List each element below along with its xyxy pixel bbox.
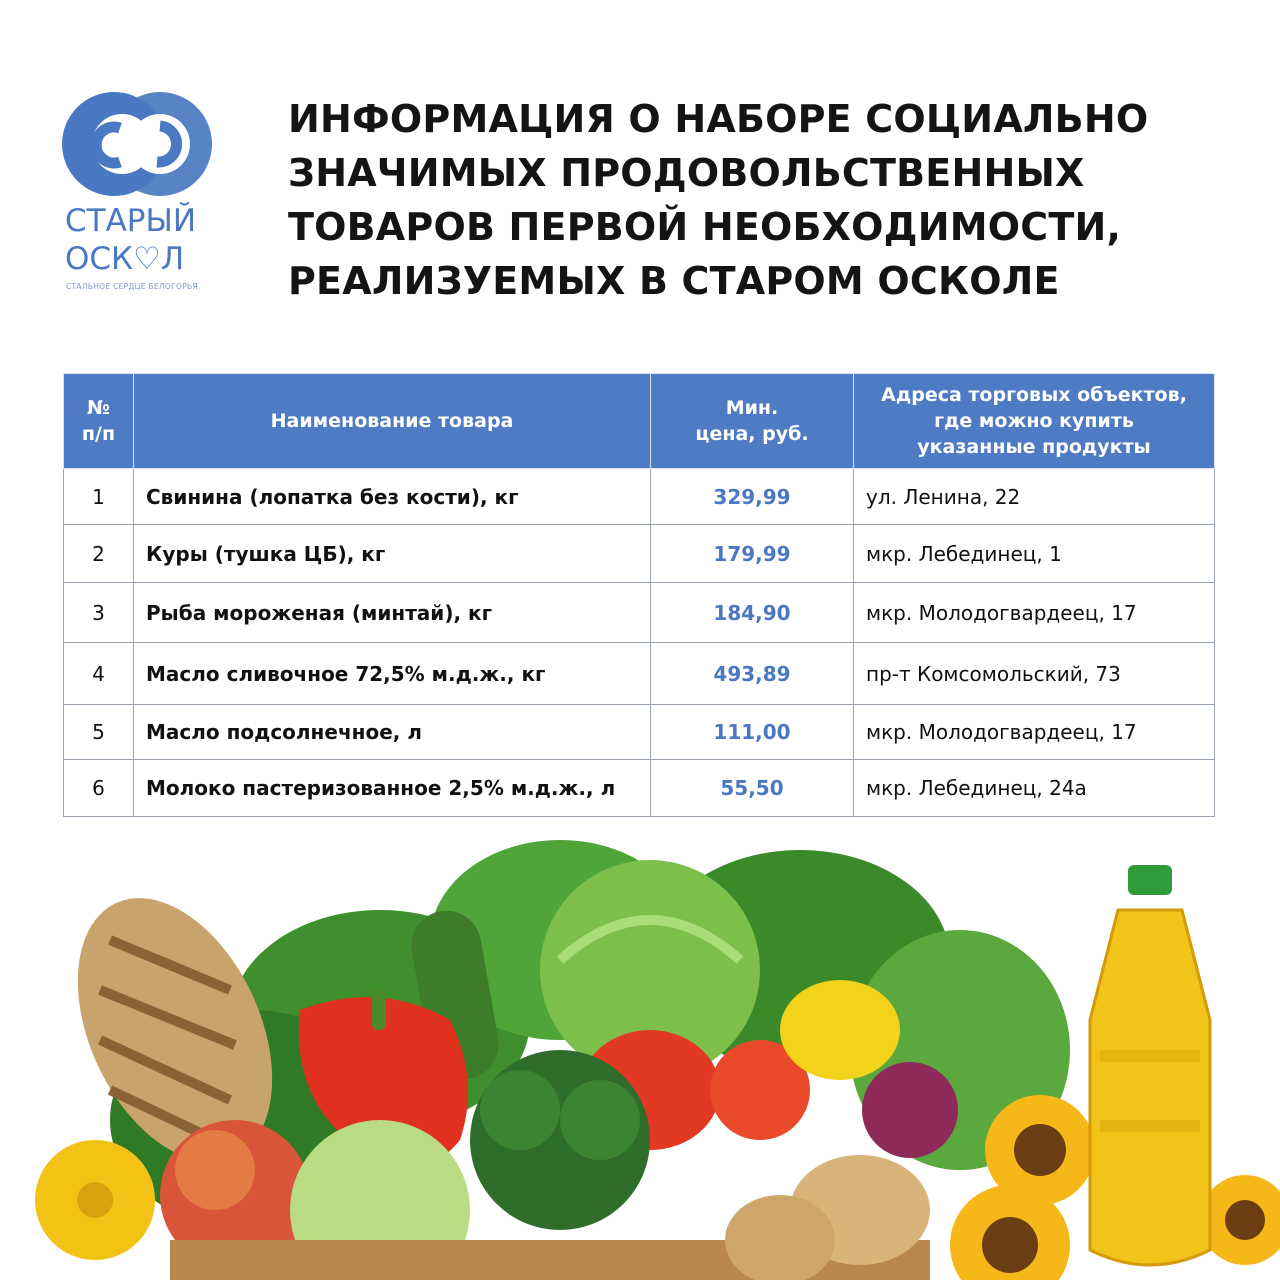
header-num: [64, 374, 134, 469]
table-row: [64, 760, 1215, 817]
logo-tagline: СТАЛЬНОЕ СЕРДЦЕ БЕЛОГОРЬЯ: [66, 282, 198, 291]
grocery-illustration: [0, 820, 1280, 1280]
table-row: [64, 643, 1215, 705]
row-num: 5: [64, 705, 134, 760]
table-row: [64, 525, 1215, 583]
header-address-line: указанные продукты: [917, 436, 1151, 458]
row-product-name: Масло подсолнечное, л: [134, 705, 651, 760]
header-num-line: п/п: [81, 423, 116, 445]
city-logo-rings-icon: [60, 88, 220, 203]
row-num: 2: [64, 525, 134, 583]
row-num: 1: [64, 469, 134, 525]
onion-icon: [862, 1062, 958, 1158]
oil-bottle-icon: [1090, 865, 1210, 1265]
header-num-line: №: [87, 397, 110, 419]
header-price-line: Мин.: [725, 397, 779, 419]
header-address: [854, 374, 1215, 469]
header-address-line: где можно купить: [934, 410, 1134, 432]
price-table: [63, 373, 1215, 817]
title-line: ЗНАЧИМЫХ ПРОДОВОЛЬСТВЕННЫХ: [288, 151, 1085, 195]
zucchini-flower-icon: [35, 1140, 155, 1260]
row-price: 184,90: [651, 583, 854, 643]
row-product-name: Молоко пастеризованное 2,5% м.д.ж., л: [134, 760, 651, 817]
row-product-name: Свинина (лопатка без кости), кг: [134, 469, 651, 525]
header-price-line: цена, руб.: [695, 423, 809, 445]
row-address: мкр. Молодогвардеец, 17: [854, 705, 1215, 760]
header-address-line: Адреса торговых объектов,: [881, 384, 1187, 406]
broccoli-icon: [470, 1050, 650, 1230]
city-logo: [60, 88, 220, 298]
table-row: [64, 583, 1215, 643]
row-num: 4: [64, 643, 134, 705]
row-address: мкр. Молодогвардеец, 17: [854, 583, 1215, 643]
header-price: [651, 374, 854, 469]
row-product-name: Рыба мороженая (минтай), кг: [134, 583, 651, 643]
row-address: пр-т Комсомольский, 73: [854, 643, 1215, 705]
row-price: 179,99: [651, 525, 854, 583]
row-address: ул. Ленина, 22: [854, 469, 1215, 525]
title-line: ТОВАРОВ ПЕРВОЙ НЕОБХОДИМОСТИ,: [288, 205, 1122, 249]
logo-text-line1: СТАРЫЙ: [65, 203, 197, 239]
row-price: 111,00: [651, 705, 854, 760]
title-line: ИНФОРМАЦИЯ О НАБОРЕ СОЦИАЛЬНО: [288, 97, 1149, 141]
row-price: 493,89: [651, 643, 854, 705]
row-num: 3: [64, 583, 134, 643]
row-price: 329,99: [651, 469, 854, 525]
table-header-row: [64, 374, 1215, 469]
page-title: [288, 92, 1248, 308]
header-name: Наименование товара: [134, 374, 651, 469]
table-row: [64, 469, 1215, 525]
row-address: мкр. Лебединец, 24а: [854, 760, 1215, 817]
lemon-icon: [780, 980, 900, 1080]
row-address: мкр. Лебединец, 1: [854, 525, 1215, 583]
row-price: 55,50: [651, 760, 854, 817]
row-product-name: Масло сливочное 72,5% м.д.ж., кг: [134, 643, 651, 705]
row-product-name: Куры (тушка ЦБ), кг: [134, 525, 651, 583]
logo-text-line2: ОСК♡Л: [65, 241, 185, 277]
row-num: 6: [64, 760, 134, 817]
table-row: [64, 705, 1215, 760]
title-line: РЕАЛИЗУЕМЫХ В СТАРОМ ОСКОЛЕ: [288, 259, 1060, 303]
